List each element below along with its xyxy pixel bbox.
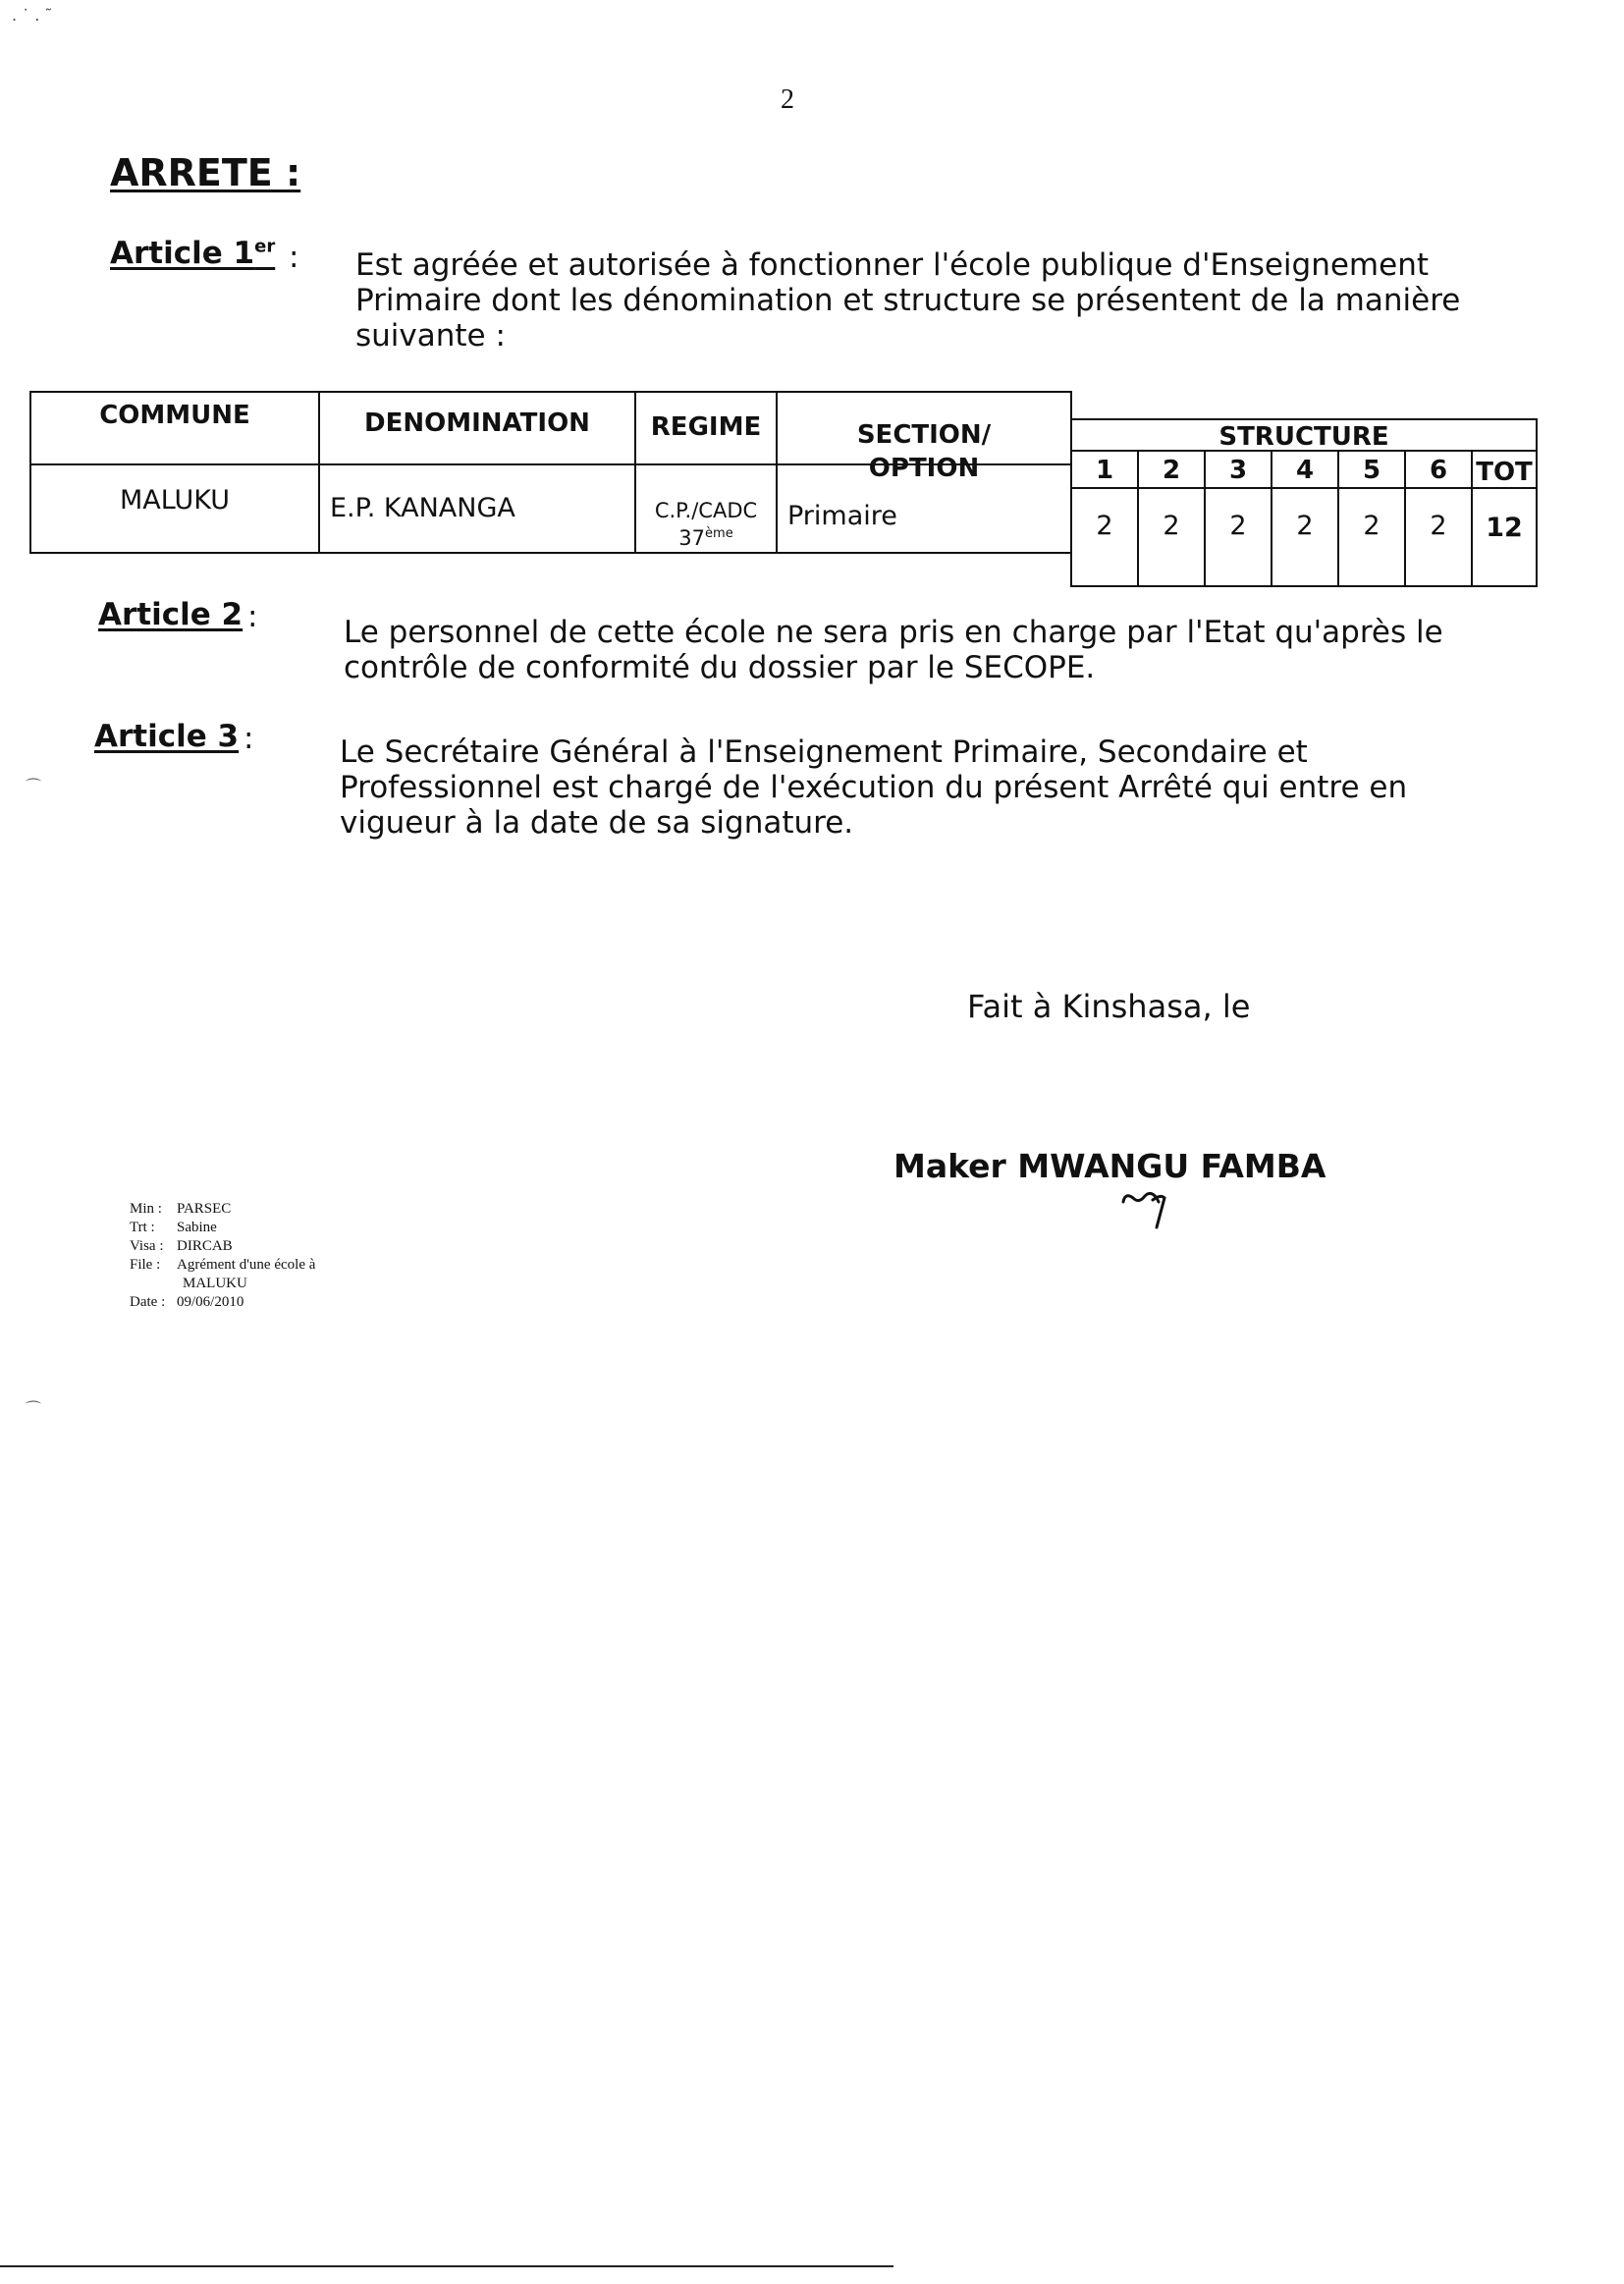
- scan-speck: . ˙ . ˜: [12, 6, 53, 25]
- article-3-colon: :: [244, 721, 254, 756]
- signatory-name: Maker MWANGU FAMBA: [893, 1147, 1326, 1185]
- article-1-label: Article 1er: [110, 236, 276, 271]
- article-1-text: Est agréée et autorisée à fonctionner l'école publique d'Enseignement Primaire dont les dénomination et structure se présentent de la manière suivante :: [355, 247, 1461, 353]
- denomination-header: DENOMINATION: [364, 408, 590, 438]
- grade-3-value: 2: [1229, 511, 1247, 541]
- reference-block: Min : PARSEC Trt : Sabine Visa : DIRCAB File : Agrément d'une école à MALUKU Date : 09/06/2010: [130, 1201, 316, 1310]
- scan-speck: ⌒: [26, 1399, 42, 1418]
- regime-header: REGIME: [650, 412, 762, 442]
- article-2-label: Article 2: [98, 597, 244, 632]
- article-2-colon: :: [247, 599, 258, 634]
- grade-3-header: 3: [1228, 456, 1248, 485]
- grade-1-value: 2: [1096, 511, 1113, 541]
- decree-heading: ARRETE :: [110, 151, 301, 194]
- commune-header: COMMUNE: [99, 401, 250, 430]
- section-option-header: SECTION/ OPTION: [856, 420, 992, 483]
- section-value: Primaire: [787, 501, 897, 531]
- article-3-label: Article 3: [94, 719, 240, 754]
- total-header: TOT: [1476, 458, 1533, 487]
- place-date-line: Fait à Kinshasa, le: [967, 988, 1251, 1025]
- grade-2-header: 2: [1162, 456, 1181, 485]
- grade-4-value: 2: [1296, 511, 1314, 541]
- page-number: 2: [781, 84, 794, 115]
- bottom-rule: [0, 2265, 893, 2267]
- grade-4-header: 4: [1295, 456, 1315, 485]
- article-3-text: Le Secrétaire Général à l'Enseignement Primaire, Secondaire et Professionnel est chargé de l'exécution du présent Arrêté qui entre en vigueur à la date de sa signature.: [340, 734, 1408, 841]
- grade-5-header: 5: [1362, 456, 1381, 485]
- total-value: 12: [1486, 513, 1523, 543]
- grade-6-value: 2: [1430, 511, 1447, 541]
- article-1-colon: :: [289, 240, 299, 275]
- grade-5-value: 2: [1363, 511, 1380, 541]
- structure-header: STRUCTURE: [1218, 422, 1389, 452]
- regime-value: C.P./CADC 37ème: [654, 499, 758, 550]
- grade-1-header: 1: [1095, 456, 1114, 485]
- commune-value: MALUKU: [120, 485, 230, 516]
- signature-mark: [1119, 1188, 1178, 1235]
- article-2-text: Le personnel de cette école ne sera pris en charge par l'Etat qu'après le contrôle de conformité du dossier par le SECOPE.: [344, 615, 1443, 685]
- denomination-value: E.P. KANANGA: [330, 493, 515, 523]
- scan-speck: ⌒: [26, 777, 42, 795]
- grade-2-value: 2: [1163, 511, 1180, 541]
- grade-6-header: 6: [1429, 456, 1448, 485]
- structure-table: [29, 391, 1538, 587]
